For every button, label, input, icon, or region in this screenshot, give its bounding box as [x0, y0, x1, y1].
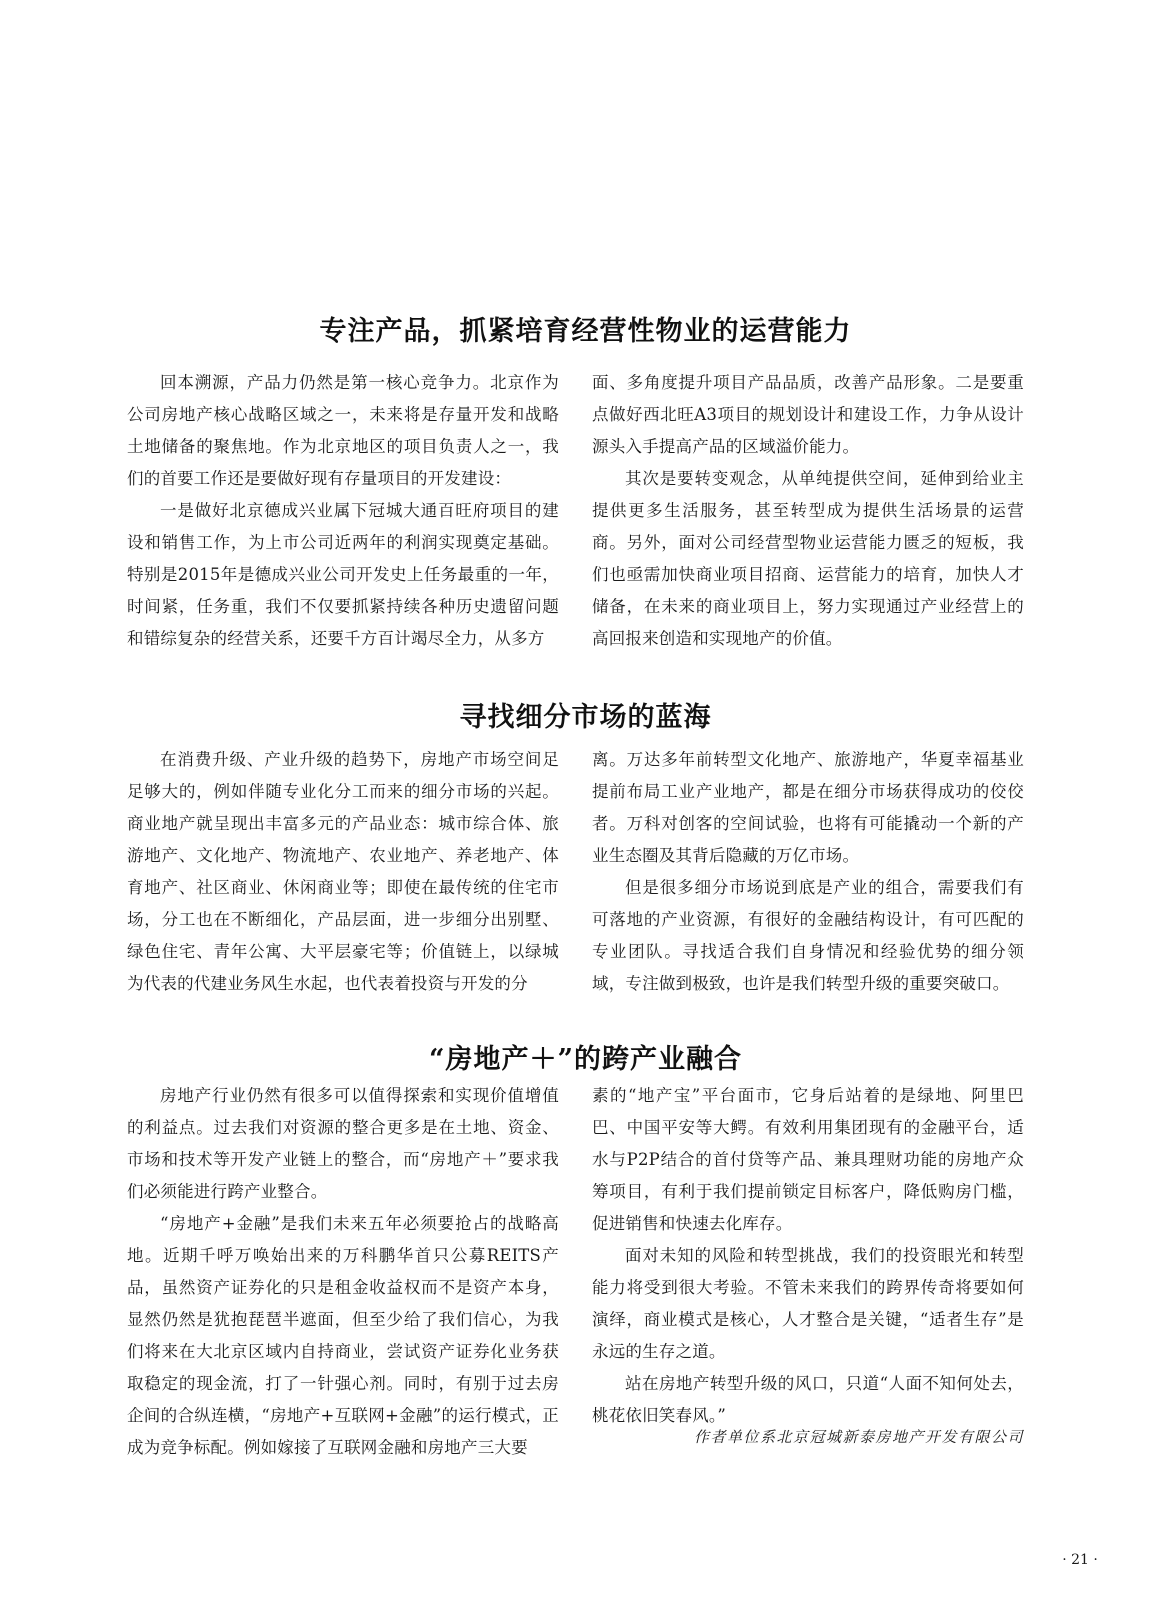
author-affiliation: 作者单位系北京冠城新泰房地产开发有限公司	[693, 1428, 1024, 1446]
paragraph-continued: 离。万达多年前转型文化地产、旅游地产，华夏幸福基业提前布局工业产业地产，都是在细分市场获得成功的佼佼者。万科对创客的空间试验，也将有可能撬动一个新的产业生态圈及其背后隐藏的万亿市场。	[592, 750, 1024, 865]
paragraph: 回本溯源，产品力仍然是第一核心竞争力。北京作为公司房地产核心战略区域之一，未来将是存量开发和战略土地储备的聚焦地。作为北京地区的项目负责人之一，我们的首要工作还是要做好现有存量项目的开发建设：	[127, 373, 559, 488]
paragraph: “房地产+金融”是我们未来五年必须要抢占的战略高地。近期千呼万唤始出来的万科鹏华首只公募REITS产品，虽然资产证券化的只是租金收益权而不是资产本身，显然仍然是犹抱琵琶半遮面，但至少给了我们信心，为我们将来在大北京区域内自持商业，尝试资产证券化业务获取稳定的现金流，打了一针强心剂。同时，有别于过去房企间的合纵连横，“房地产+互联网+金融”的运行模式，正成为竞争标配。例如嫁接了互联网金融和房地产三大要	[127, 1214, 559, 1457]
page-number: · 21 ·	[1062, 1552, 1098, 1568]
section-3-right-column	[592, 1080, 1024, 1432]
paragraph: 在消费升级、产业升级的趋势下，房地产市场空间足足够大的，例如伴随专业化分工而来的细分市场的兴起。商业地产就呈现出丰富多元的产品业态：城市综合体、旅游地产、文化地产、物流地产、农业地产、养老地产、体育地产、社区商业、休闲商业等；即使在最传统的住宅市场，分工也在不断细化，产品层面，进一步细分出别墅、绿色住宅、青年公寓、大平层豪宅等；价值链上，以绿城为代表的代建业务风生水起，也代表着投资与开发的分	[127, 750, 559, 993]
paragraph: 站在房地产转型升级的风口，只道“人面不知何处去，桃花依旧笑春风。”	[592, 1374, 1024, 1425]
paragraph: 房地产行业仍然有很多可以值得探索和实现价值增值的利益点。过去我们对资源的整合更多是在土地、资金、市场和技术等开发产业链上的整合，而“房地产＋”要求我们必须能进行跨产业整合。	[127, 1086, 559, 1201]
paragraph: 面对未知的风险和转型挑战，我们的投资眼光和转型能力将受到很大考验。不管未来我们的跨界传奇将要如何演绎，商业模式是核心，人才整合是关键，“适者生存”是永远的生存之道。	[592, 1246, 1024, 1361]
paragraph: 但是很多细分市场说到底是产业的组合，需要我们有可落地的产业资源，有很好的金融结构设计，有可匹配的专业团队。寻找适合我们自身情况和经验优势的细分领域，专注做到极致，也许是我们转型升级的重要突破口。	[592, 878, 1024, 993]
paragraph-continued: 素的“地产宝”平台面市，它身后站着的是绿地、阿里巴巴、中国平安等大鳄。有效利用集团现有的金融平台，适水与P2P结合的首付贷等产品、兼具理财功能的房地产众筹项目，有利于我们提前锁定目标客户，降低购房门槛，促进销售和快速去化库存。	[592, 1086, 1024, 1233]
section-2-right-column	[592, 744, 1024, 1000]
section-1-left-column	[127, 367, 559, 655]
section-title-2: 寻找细分市场的蓝海	[459, 702, 712, 733]
paragraph-continued: 面、多角度提升项目产品品质，改善产品形象。二是要重点做好西北旺A3项目的规划设计和建设工作，力争从设计源头入手提高产品的区域溢价能力。	[592, 373, 1024, 456]
section-title-3: “房地产＋”的跨产业融合	[428, 1044, 743, 1075]
section-1-right-column	[592, 367, 1024, 655]
paragraph: 其次是要转变观念，从单纯提供空间，延伸到给业主提供更多生活服务，甚至转型成为提供生活场景的运营商。另外，面对公司经营型物业运营能力匮乏的短板，我们也亟需加快商业项目招商、运营能力的培育，加快人才储备，在未来的商业项目上，努力实现通过产业经营上的高回报来创造和实现地产的价值。	[592, 469, 1024, 648]
section-title-1: 专注产品，抓紧培育经营性物业的运营能力	[319, 316, 852, 347]
section-3-left-column	[127, 1080, 559, 1464]
section-2-left-column	[127, 744, 559, 1000]
paragraph: 一是做好北京德成兴业属下冠城大通百旺府项目的建设和销售工作，为上市公司近两年的利润实现奠定基础。特别是2015年是德成兴业公司开发史上任务最重的一年，时间紧，任务重，我们不仅要抓紧持续各种历史遗留问题和错综复杂的经营关系，还要千方百计竭尽全力，从多方	[127, 501, 559, 648]
